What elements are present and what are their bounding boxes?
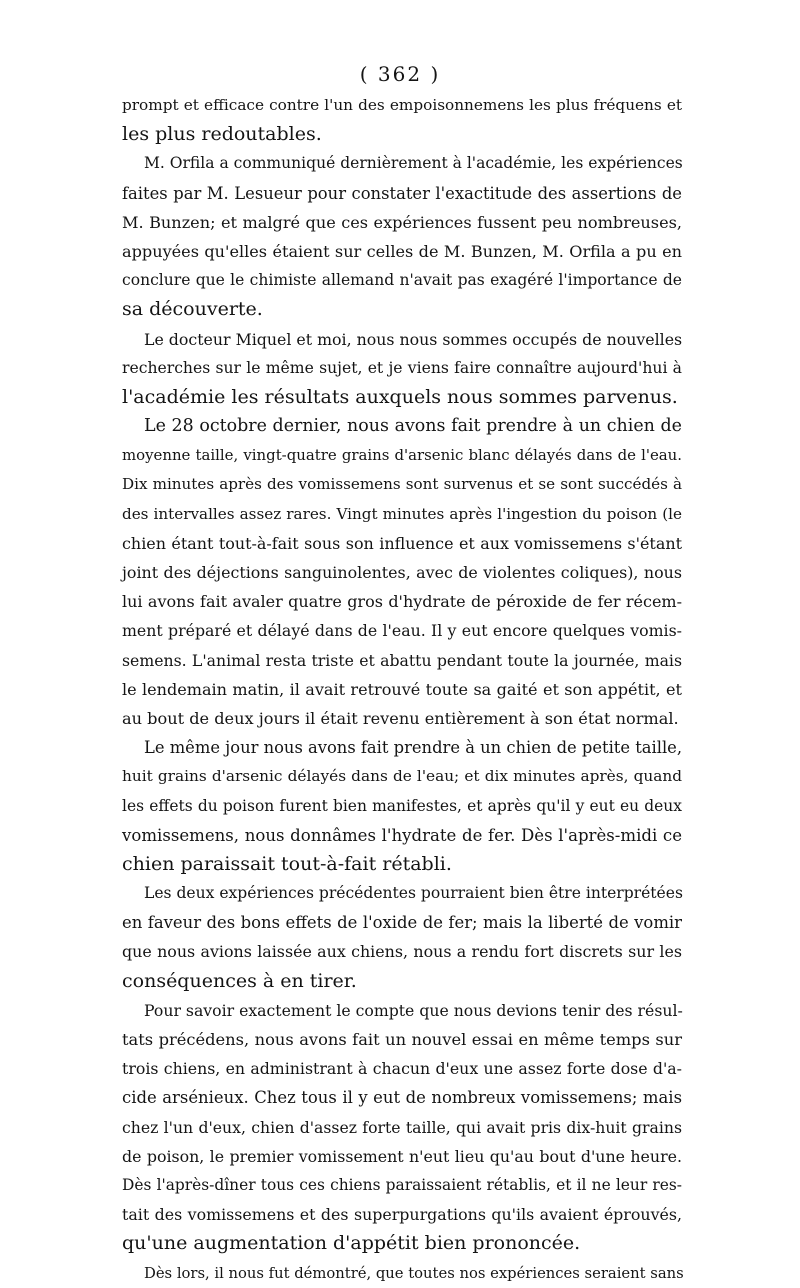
paragraph: [122, 91, 682, 149]
paragraph: [122, 1259, 682, 1288]
paragraph: [122, 149, 682, 324]
text-line: appuyées qu'elles étaient sur celles de M. Bunzen, M. Orfila a pu en: [122, 241, 682, 261]
paragraph: [122, 996, 682, 1259]
text-line: chez l'un d'eux, chien d'assez forte taille, qui avait pris dix-huit grains: [122, 1117, 682, 1137]
text-line: huit grains d'arsenic délayés dans de l'eau; et dix minutes après, quand: [122, 767, 682, 786]
text-line: des intervalles assez rares. Vingt minutes après l'ingestion du poison (le: [122, 504, 682, 523]
text-line: conséquences à en tirer.: [122, 969, 357, 992]
text-line: ment préparé et délayé dans de l'eau. Il y eut encore quelques vomis-: [122, 621, 682, 641]
text-line: M. Bunzen; et malgré que ces expériences fussent peu nombreuses,: [122, 212, 682, 232]
text-line: Les deux expériences précédentes pourraient bien être interprétées: [144, 884, 683, 903]
text-line: au bout de deux jours il était revenu entièrement à son état normal.: [122, 708, 679, 728]
text-line: recherches sur le même sujet, et je viens faire connaître aujourd'hui à: [122, 358, 682, 377]
paragraph: [122, 879, 682, 996]
text-line: Dix minutes après des vomissemens sont survenus et se sont succédés à: [122, 475, 682, 494]
text-line: que nous avions laissée aux chiens, nous a rendu fort discrets sur les: [122, 942, 682, 962]
text-line: semens. L'animal resta triste et abattu pendant toute la journée, mais: [122, 650, 682, 670]
text-line: vomissemens, nous donnâmes l'hydrate de fer. Dès l'après-midi ce: [122, 825, 682, 845]
text-line: les plus redoutables.: [122, 123, 322, 146]
text-line: tats précédens, nous avons fait un nouvel essai en même temps sur: [122, 1030, 682, 1049]
text-line: Dès l'après-dîner tous ces chiens paraissaient rétablis, et il ne leur res-: [122, 1175, 682, 1194]
text-line: les effets du poison furent bien manifestes, et après qu'il y eut eu deux: [122, 796, 682, 815]
paragraph: [122, 325, 682, 413]
page-number: ( 362 ): [359, 62, 441, 86]
text-line: Dès lors, il nous fut démontré, que toutes nos expériences seraient sans: [144, 1264, 684, 1282]
paragraph: [122, 412, 682, 733]
text-line: Pour savoir exactement le compte que nous devions tenir des résul-: [144, 1000, 683, 1020]
text-line: joint des déjections sanguinolentes, avec de violentes coliques), nous: [122, 563, 682, 582]
text-line: prompt et efficace contre l'un des empoisonnemens les plus fréquens et: [122, 96, 682, 114]
text-line: qu'une augmentation d'appétit bien prononcée.: [122, 1232, 581, 1255]
paragraph: [122, 733, 682, 879]
text-line: M. Orfila a communiqué dernièrement à l'académie, les expériences: [144, 154, 683, 173]
text-line: chien étant tout-à-fait sous son influence et aux vomissemens s'étant: [122, 533, 682, 553]
text-line: conclure que le chimiste allemand n'avait pas exagéré l'importance de: [122, 271, 682, 290]
body-text: [122, 91, 682, 1288]
text-line: trois chiens, en administrant à chacun d'eux une assez forte dose d'a-: [122, 1059, 682, 1079]
text-line: tait des vomissemens et des superpurgations qu'ils avaient éprouvés,: [122, 1205, 682, 1225]
text-line: faites par M. Lesueur pour constater l'exactitude des assertions de: [122, 183, 682, 203]
text-line: cide arsénieux. Chez tous il y eut de nombreux vomissemens; mais: [122, 1088, 682, 1108]
text-line: Le 28 octobre dernier, nous avons fait prendre à un chien de: [144, 416, 682, 437]
text-line: de poison, le premier vomissement n'eut lieu qu'au bout d'une heure.: [122, 1146, 682, 1166]
text-line: l'académie les résultats auxquels nous sommes parvenus.: [122, 385, 678, 408]
text-line: moyenne taille, vingt-quatre grains d'arsenic blanc délayés dans de l'eau.: [122, 446, 682, 465]
text-line: chien paraissait tout-à-fait rétabli.: [122, 852, 452, 875]
text-line: Le docteur Miquel et moi, nous nous sommes occupés de nouvelles: [144, 329, 683, 349]
text-line: Le même jour nous avons fait prendre à un chien de petite taille,: [144, 738, 683, 758]
text-line: le lendemain matin, il avait retrouvé toute sa gaité et son appétit, et: [122, 679, 682, 699]
text-line: sa découverte.: [122, 298, 263, 321]
text-line: en faveur des bons effets de l'oxide de fer; mais la liberté de vomir: [122, 913, 682, 933]
text-line: lui avons fait avaler quatre gros d'hydrate de péroxide de fer récem-: [122, 592, 682, 612]
